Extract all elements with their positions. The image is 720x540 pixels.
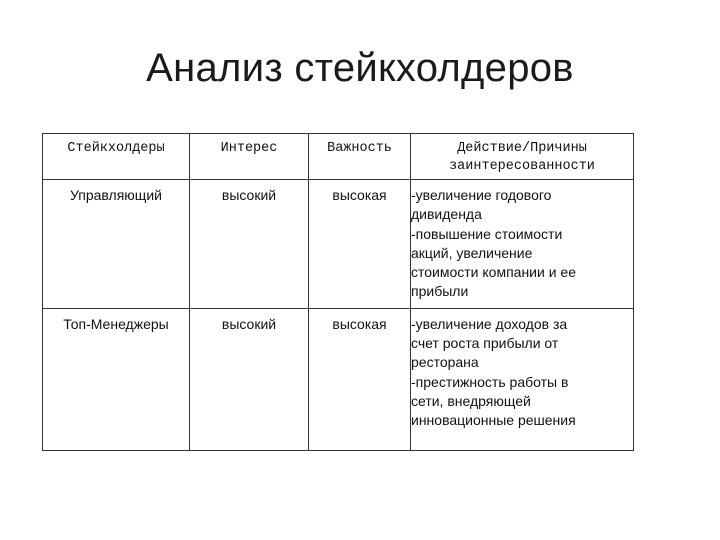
table-row (43, 180, 634, 309)
stakeholder-table (42, 133, 634, 451)
table-header-row (43, 134, 634, 180)
header-action-reasons: Действие/Причины заинтересованности (411, 134, 634, 180)
header-importance: Важность (309, 134, 411, 180)
cell-stakeholder: Топ-Менеджеры (43, 308, 190, 450)
cell-interest: высокий (190, 308, 309, 450)
cell-importance: высокая (309, 308, 411, 450)
table-row (43, 308, 634, 450)
cell-interest: высокий (190, 180, 309, 309)
cell-reason: -увеличение доходов за счет роста прибыли от ресторана -престижность работы в сети, внедряющей инновационные решения (411, 308, 634, 450)
cell-importance: высокая (309, 180, 411, 309)
slide-title: Анализ стейкхолдеров (146, 46, 574, 90)
cell-reason: -увеличение годового дивиденда -повышение стоимости акций, увеличение стоимости компании и ее прибыли (411, 180, 634, 309)
header-interest: Интерес (190, 134, 309, 180)
cell-stakeholder: Управляющий (43, 180, 190, 309)
header-stakeholders: Стейкхолдеры (43, 134, 190, 180)
